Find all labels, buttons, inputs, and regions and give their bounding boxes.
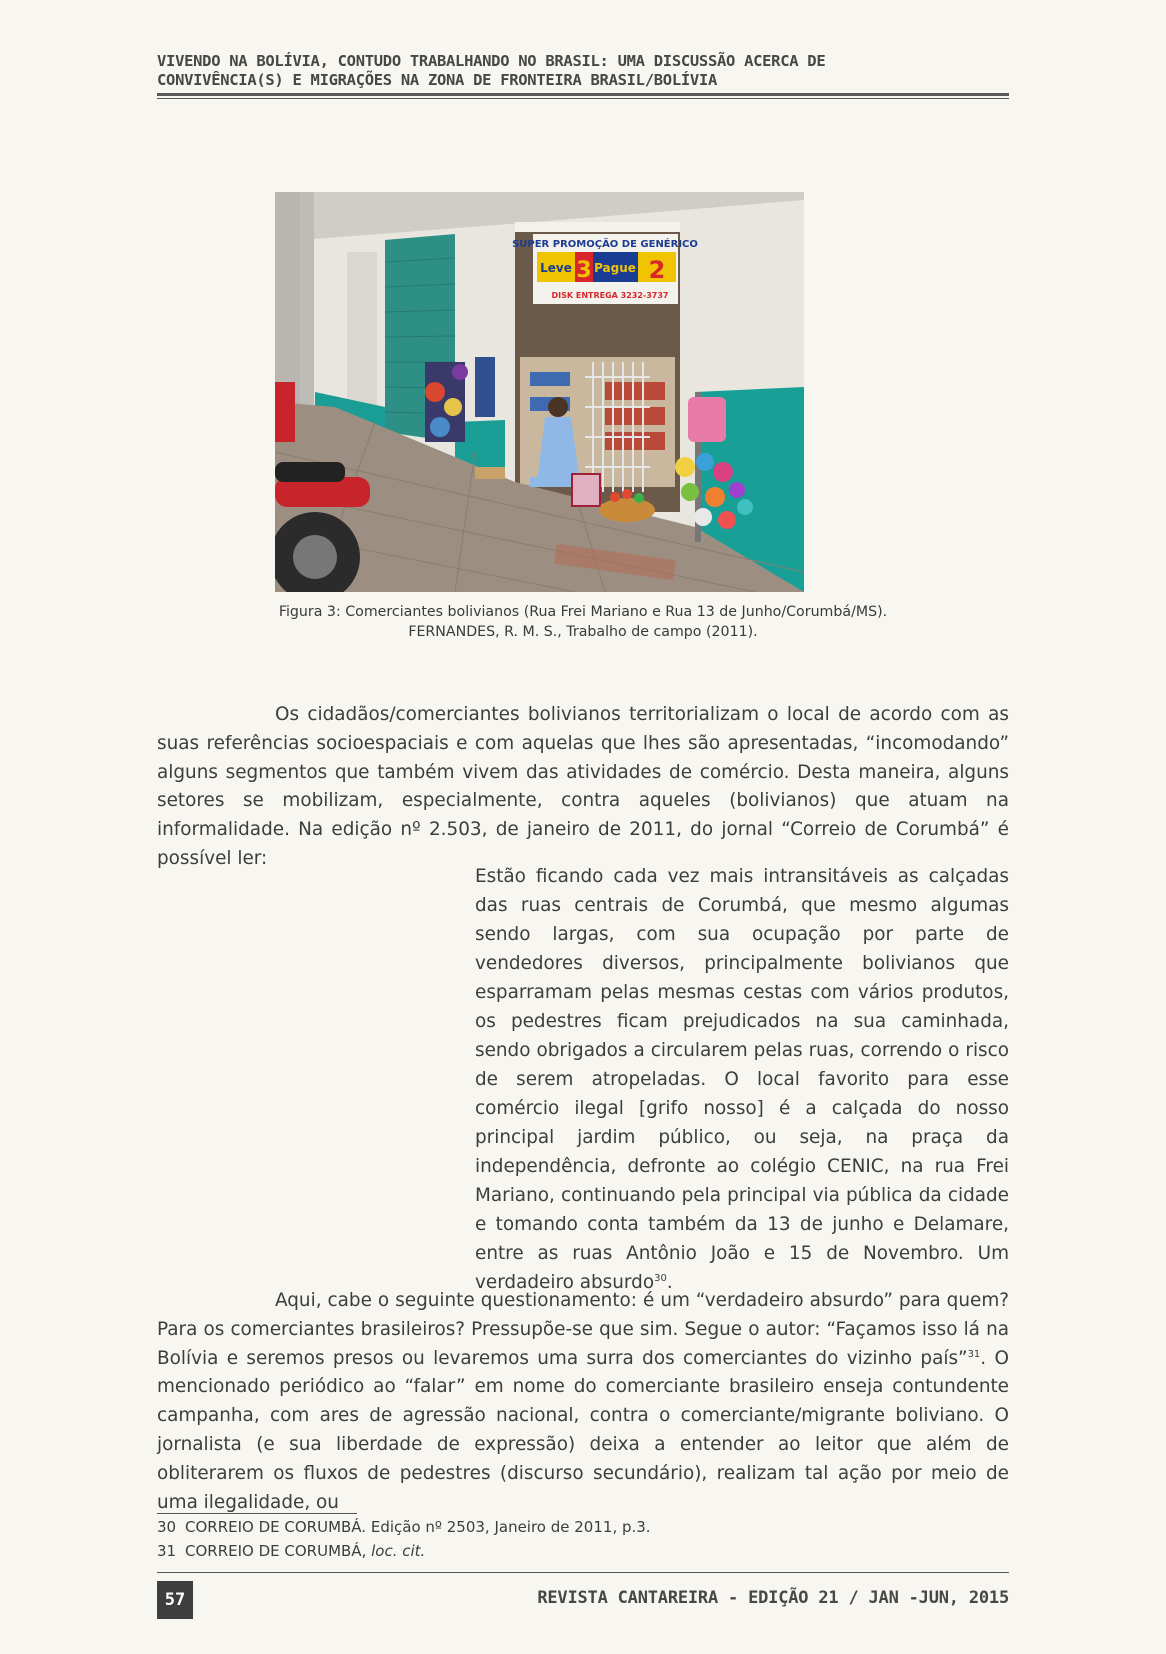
- sign-leve-text: Leve: [540, 261, 572, 275]
- footnote-item: [157, 1515, 1009, 1539]
- paragraph-1: [157, 701, 1009, 874]
- footnote-number: 31: [157, 1542, 177, 1560]
- sign-phone-text: DISK ENTREGA 3232-3737: [551, 291, 669, 300]
- caption-line2: FERNANDES, R. M. S., Trabalho de campo (2011).: [408, 624, 758, 640]
- figure-caption: [157, 602, 1009, 642]
- footer-rule: [157, 1572, 1009, 1573]
- paragraph-1-text: Os cidadãos/comerciantes bolivianos territorializam o local de acordo com as suas referências socioespaciais e com aquelas que lhes são apresentadas, “incomodando” alguns segmentos que também vivem das atividades de comércio. Desta maneira, alguns setores se mobilizam, especialmente, contra aqueles (bolivianos) que atuam na informalidade. Na edição nº 2.503, de janeiro de 2011, do jornal “Correio de Corumbá” é possível ler:: [157, 704, 1009, 869]
- block-quote: [475, 862, 1009, 1297]
- caption-line1: Figura 3: Comerciantes bolivianos (Rua Frei Mariano e Rua 13 de Junho/Corumbá/MS).: [278, 604, 888, 620]
- header-rule: [157, 93, 1009, 96]
- figure-photo: [275, 192, 804, 592]
- header-rule-thin: [157, 98, 1009, 99]
- quote-end: .: [666, 1272, 673, 1293]
- paragraph-2-text-b: . O mencionado periódico ao “falar” em nome do comerciante brasileiro enseja contundente campanha, com ares de agressão nacional, contra o comerciante/migrante boliviano. O jornalista (e sua liberdade de expressão) deixa a entender ao leitor que além de obliterarem os fluxos de pedestres (discurso secundário), realizam tal ação por meio de uma ilegalidade, ou: [157, 1347, 1009, 1513]
- paragraph-2: [157, 1287, 1009, 1517]
- sign-pague-text: Pague: [594, 261, 636, 275]
- running-header: [157, 52, 1009, 99]
- footnote-ref-30[interactable]: 30: [654, 1273, 667, 1284]
- footnotes: [157, 1515, 1009, 1563]
- footnote-italic: loc. cit.: [371, 1542, 426, 1560]
- journal-footer: REVISTA CANTAREIRA - EDIÇÃO 21 / JAN -JUN, 2015: [537, 1588, 1009, 1608]
- footnote-number: 30: [157, 1518, 177, 1536]
- sign-leve-number: 3: [576, 258, 592, 283]
- footnote-text: CORREIO DE CORUMBÁ. Edição nº 2503, Janeiro de 2011, p.3.: [185, 1518, 651, 1536]
- sign-top-text: SUPER PROMOÇÃO DE GENÉRICO: [512, 239, 698, 250]
- paragraph-2-text-a: Aqui, cabe o seguinte questionamento: é um “verdadeiro absurdo” para quem? Para os comerciantes brasileiros? Pressupõe-se que sim. Segue o autor: “Façamos isso lá na Bolívia e seremos presos ou levaremos uma surra dos comerciantes do vizinho país”: [157, 1290, 1009, 1369]
- header-title-line2: CONVIVÊNCIA(S) E MIGRAÇÕES NA ZONA DE FRONTEIRA BRASIL/BOLÍVIA: [157, 71, 717, 89]
- quote-text: Estão ficando cada vez mais intransitáveis as calçadas das ruas centrais de Corumbá, que mesmo algumas sendo largas, com sua ocupação por parte de vendedores diversos, principalmente bolivianos que esparramam pelas mesmas cestas com vários produtos, os pedestres ficam prejudicados na sua caminhada, sendo obrigados a circularem pelas ruas, correndo o risco de serem atropeladas. O local favorito para esse comércio ilegal [grifo nosso] é a calçada do nosso principal jardim público, ou seja, na praça da independência, defronte ao colégio CENIC, na rua Frei Mariano, continuando pela principal via pública da cidade e tomando conta também da 13 de junho e Delamare, entre as ruas Antônio João e 15 de Novembro. Um verdadeiro absurdo: [475, 866, 1009, 1293]
- footnote-rule: [157, 1513, 357, 1514]
- footnote-ref-31[interactable]: 31: [967, 1348, 981, 1360]
- page-number: 57: [157, 1581, 193, 1619]
- footnote-item: [157, 1539, 1009, 1563]
- header-title-line1: VIVENDO NA BOLÍVIA, CONTUDO TRABALHANDO NO BRASIL: UMA DISCUSSÃO ACERCA DE: [157, 52, 826, 70]
- sign-pague-number: 2: [648, 256, 666, 284]
- footnote-text: CORREIO DE CORUMBÁ,: [185, 1542, 372, 1560]
